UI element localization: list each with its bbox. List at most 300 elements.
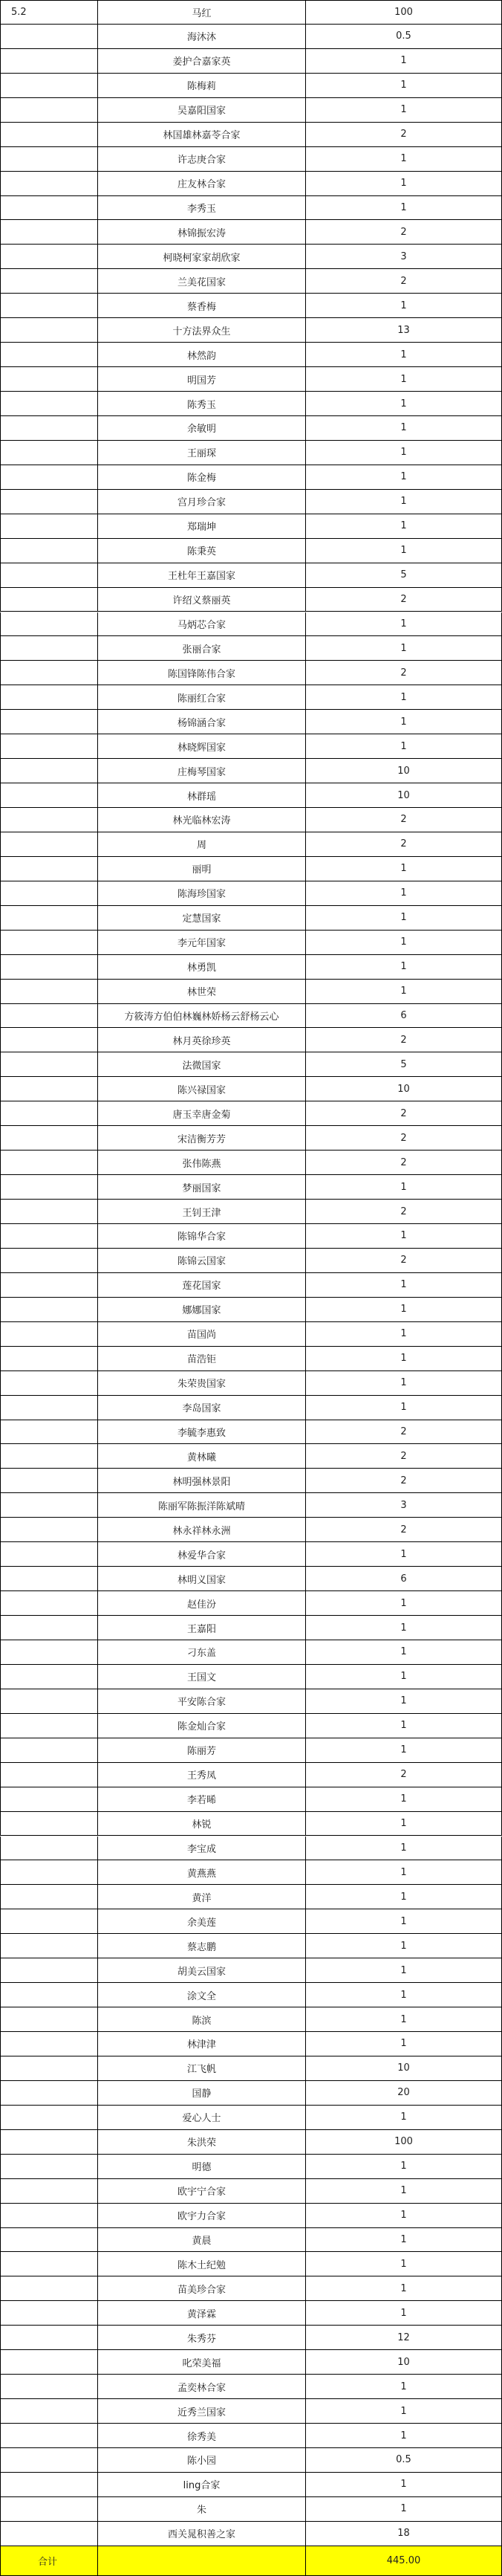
donor-name-cell[interactable]: 李秀玉: [98, 196, 306, 221]
donor-name-cell[interactable]: 吴嘉阳国家: [98, 98, 306, 123]
donor-name-cell[interactable]: 陈国锋陈伟合家: [98, 661, 306, 685]
date-cell[interactable]: [0, 1493, 98, 1518]
date-cell[interactable]: [0, 1200, 98, 1224]
donor-name-cell[interactable]: 陈兴禄国家: [98, 1077, 306, 1101]
date-cell[interactable]: [0, 220, 98, 245]
donor-name-cell[interactable]: 十方法界众生: [98, 318, 306, 343]
amount-cell[interactable]: 10: [306, 1077, 502, 1101]
date-cell[interactable]: [0, 1983, 98, 2007]
amount-cell[interactable]: 10: [306, 2350, 502, 2375]
date-cell[interactable]: [0, 514, 98, 539]
amount-cell[interactable]: 1: [306, 1640, 502, 1665]
amount-cell[interactable]: 2: [306, 1126, 502, 1151]
date-cell[interactable]: [0, 2350, 98, 2375]
date-cell[interactable]: [0, 74, 98, 98]
amount-cell[interactable]: 12: [306, 2326, 502, 2350]
date-cell[interactable]: [0, 1420, 98, 1445]
amount-cell[interactable]: 1: [306, 441, 502, 465]
amount-cell[interactable]: 1: [306, 1665, 502, 1689]
date-cell[interactable]: [0, 2326, 98, 2350]
amount-cell[interactable]: 5: [306, 563, 502, 588]
amount-cell[interactable]: 1: [306, 2252, 502, 2276]
amount-cell[interactable]: 1: [306, 196, 502, 221]
donor-name-cell[interactable]: 明德: [98, 2155, 306, 2179]
date-cell[interactable]: [0, 147, 98, 172]
donor-name-cell[interactable]: 陈锦华合家: [98, 1224, 306, 1249]
date-cell[interactable]: [0, 1004, 98, 1029]
amount-cell[interactable]: 1: [306, 2375, 502, 2399]
date-cell[interactable]: [0, 906, 98, 931]
donor-name-cell[interactable]: 陈梅莉: [98, 74, 306, 98]
date-cell[interactable]: [0, 1958, 98, 1983]
amount-cell[interactable]: 20: [306, 2081, 502, 2106]
amount-cell[interactable]: 13: [306, 318, 502, 343]
donor-name-cell[interactable]: 宋洁衡芳芳: [98, 1126, 306, 1151]
date-cell[interactable]: [0, 759, 98, 783]
date-cell[interactable]: [0, 1640, 98, 1665]
donor-name-cell[interactable]: 黄燕燕: [98, 1860, 306, 1885]
amount-cell[interactable]: 1: [306, 1860, 502, 1885]
amount-cell[interactable]: 1: [306, 392, 502, 416]
donor-name-cell[interactable]: 涂文全: [98, 1983, 306, 2007]
donor-name-cell[interactable]: 朱洪荣: [98, 2130, 306, 2155]
date-cell[interactable]: [0, 931, 98, 955]
donor-name-cell[interactable]: 马炳芯合家: [98, 612, 306, 637]
donor-name-cell[interactable]: 陈秀玉: [98, 392, 306, 416]
date-cell[interactable]: [0, 980, 98, 1004]
date-cell[interactable]: [0, 1052, 98, 1077]
amount-cell[interactable]: 1: [306, 931, 502, 955]
total-label-cell[interactable]: 合计: [0, 2546, 98, 2576]
amount-cell[interactable]: 1: [306, 465, 502, 490]
date-cell[interactable]: [0, 2204, 98, 2228]
amount-cell[interactable]: 1: [306, 1909, 502, 1934]
date-cell[interactable]: [0, 416, 98, 441]
date-cell[interactable]: [0, 1224, 98, 1249]
donor-name-cell[interactable]: 林群瑶: [98, 783, 306, 808]
amount-cell[interactable]: 1: [306, 1934, 502, 1958]
date-cell[interactable]: [0, 2473, 98, 2497]
donor-name-cell[interactable]: 庄友林合家: [98, 172, 306, 196]
donor-name-cell[interactable]: 朱: [98, 2497, 306, 2522]
amount-cell[interactable]: 1: [306, 1542, 502, 1567]
date-cell[interactable]: [0, 1591, 98, 1616]
amount-cell[interactable]: 1: [306, 955, 502, 980]
donor-name-cell[interactable]: 方筱涛方伯伯林巍林娇杨云舒杨云心: [98, 1004, 306, 1029]
amount-cell[interactable]: 2: [306, 1518, 502, 1542]
date-cell[interactable]: [0, 685, 98, 710]
amount-cell[interactable]: 6: [306, 1567, 502, 1591]
donor-name-cell[interactable]: 蔡香梅: [98, 294, 306, 318]
date-cell[interactable]: [0, 1371, 98, 1396]
amount-cell[interactable]: 1: [306, 1347, 502, 1371]
amount-cell[interactable]: 1: [306, 857, 502, 881]
donor-name-cell[interactable]: 李毓李惠致: [98, 1420, 306, 1445]
date-cell[interactable]: [0, 1444, 98, 1469]
date-cell[interactable]: [0, 734, 98, 759]
date-cell[interactable]: [0, 1347, 98, 1371]
amount-cell[interactable]: 1: [306, 98, 502, 123]
amount-cell[interactable]: 10: [306, 2056, 502, 2081]
donor-name-cell[interactable]: 林晓辉国家: [98, 734, 306, 759]
amount-cell[interactable]: 1: [306, 710, 502, 734]
donor-name-cell[interactable]: 许志庚合家: [98, 147, 306, 172]
date-cell[interactable]: [0, 1934, 98, 1958]
date-cell[interactable]: [0, 1787, 98, 1812]
date-cell[interactable]: [0, 269, 98, 294]
donor-name-cell[interactable]: 王国文: [98, 1665, 306, 1689]
donor-name-cell[interactable]: 欧宇力合家: [98, 2204, 306, 2228]
date-cell[interactable]: [0, 2375, 98, 2399]
amount-cell[interactable]: 2: [306, 808, 502, 832]
donor-name-cell[interactable]: 黄泽霖: [98, 2301, 306, 2326]
date-cell[interactable]: [0, 1298, 98, 1322]
date-cell[interactable]: [0, 25, 98, 49]
donor-name-cell[interactable]: 余敏明: [98, 416, 306, 441]
date-cell[interactable]: [0, 881, 98, 906]
amount-cell[interactable]: 1: [306, 1396, 502, 1420]
amount-cell[interactable]: 1: [306, 1175, 502, 1200]
donor-name-cell[interactable]: 余美莲: [98, 1909, 306, 1934]
amount-cell[interactable]: 1: [306, 1298, 502, 1322]
date-cell[interactable]: [0, 832, 98, 857]
donor-name-cell[interactable]: 姜护合嘉家英: [98, 49, 306, 74]
donor-name-cell[interactable]: 莲花国家: [98, 1273, 306, 1298]
donor-name-cell[interactable]: 柯晓柯家家胡欣家: [98, 245, 306, 269]
date-cell[interactable]: [0, 563, 98, 588]
date-cell[interactable]: [0, 1126, 98, 1151]
amount-cell[interactable]: 2: [306, 1101, 502, 1126]
amount-cell[interactable]: 2: [306, 1763, 502, 1787]
date-cell[interactable]: [0, 490, 98, 514]
donor-name-cell[interactable]: 林锦振宏涛: [98, 220, 306, 245]
amount-cell[interactable]: 2: [306, 1444, 502, 1469]
date-cell[interactable]: [0, 857, 98, 881]
amount-cell[interactable]: 1: [306, 1885, 502, 1909]
donor-name-cell[interactable]: 陈丽芳: [98, 1738, 306, 1763]
donor-name-cell[interactable]: 徐秀美: [98, 2424, 306, 2448]
date-cell[interactable]: [0, 808, 98, 832]
amount-cell[interactable]: 1: [306, 367, 502, 392]
donor-name-cell[interactable]: 苗美珍合家: [98, 2276, 306, 2301]
amount-cell[interactable]: 1: [306, 2399, 502, 2424]
donor-name-cell[interactable]: 周: [98, 832, 306, 857]
amount-cell[interactable]: 1: [306, 1714, 502, 1738]
amount-cell[interactable]: 1: [306, 2497, 502, 2522]
date-cell[interactable]: [0, 1689, 98, 1714]
date-cell[interactable]: [0, 661, 98, 685]
date-cell[interactable]: [0, 1469, 98, 1493]
date-cell[interactable]: [0, 98, 98, 123]
date-cell[interactable]: [0, 2106, 98, 2130]
amount-cell[interactable]: 1: [306, 490, 502, 514]
donor-name-cell[interactable]: 胡美云国家: [98, 1958, 306, 1983]
donor-name-cell[interactable]: 陈小园: [98, 2448, 306, 2473]
amount-cell[interactable]: 1: [306, 2424, 502, 2448]
donor-name-cell[interactable]: 朱荣贵国家: [98, 1371, 306, 1396]
amount-cell[interactable]: 2: [306, 220, 502, 245]
amount-cell[interactable]: 1: [306, 1738, 502, 1763]
date-cell[interactable]: [0, 343, 98, 367]
date-cell[interactable]: 5.2: [0, 0, 98, 25]
amount-cell[interactable]: 100: [306, 2130, 502, 2155]
date-cell[interactable]: [0, 49, 98, 74]
date-cell[interactable]: [0, 1763, 98, 1787]
amount-cell[interactable]: 1: [306, 1616, 502, 1640]
amount-cell[interactable]: 1: [306, 1371, 502, 1396]
donor-name-cell[interactable]: 庄梅琴国家: [98, 759, 306, 783]
donor-name-cell[interactable]: 黄林曦: [98, 1444, 306, 1469]
donor-name-cell[interactable]: 孟奕林合家: [98, 2375, 306, 2399]
donor-name-cell[interactable]: 法微国家: [98, 1052, 306, 1077]
donor-name-cell[interactable]: 李宝成: [98, 1836, 306, 1861]
donor-name-cell[interactable]: 林明义国家: [98, 1567, 306, 1591]
total-empty-cell[interactable]: [98, 2546, 306, 2576]
amount-cell[interactable]: 1: [306, 980, 502, 1004]
date-cell[interactable]: [0, 636, 98, 661]
donor-name-cell[interactable]: 陈金梅: [98, 465, 306, 490]
date-cell[interactable]: [0, 1860, 98, 1885]
date-cell[interactable]: [0, 1249, 98, 1273]
amount-cell[interactable]: 2: [306, 1200, 502, 1224]
amount-cell[interactable]: 10: [306, 783, 502, 808]
amount-cell[interactable]: 1: [306, 2106, 502, 2130]
amount-cell[interactable]: 1: [306, 2473, 502, 2497]
date-cell[interactable]: [0, 2252, 98, 2276]
date-cell[interactable]: [0, 1665, 98, 1689]
donor-name-cell[interactable]: 王秀凤: [98, 1763, 306, 1787]
donor-name-cell[interactable]: 林光临林宏涛: [98, 808, 306, 832]
donor-name-cell[interactable]: 张伟陈燕: [98, 1151, 306, 1175]
donor-name-cell[interactable]: 陈秉英: [98, 539, 306, 563]
donor-name-cell[interactable]: 朱秀芬: [98, 2326, 306, 2350]
donor-name-cell[interactable]: 近秀兰国家: [98, 2399, 306, 2424]
donor-name-cell[interactable]: ling合家: [98, 2473, 306, 2497]
date-cell[interactable]: [0, 1885, 98, 1909]
date-cell[interactable]: [0, 955, 98, 980]
date-cell[interactable]: [0, 710, 98, 734]
amount-cell[interactable]: 1: [306, 294, 502, 318]
amount-cell[interactable]: 1: [306, 147, 502, 172]
amount-cell[interactable]: 1: [306, 1322, 502, 1347]
amount-cell[interactable]: 2: [306, 588, 502, 612]
date-cell[interactable]: [0, 465, 98, 490]
date-cell[interactable]: [0, 588, 98, 612]
donor-name-cell[interactable]: 苗浩钜: [98, 1347, 306, 1371]
amount-cell[interactable]: 1: [306, 2032, 502, 2056]
date-cell[interactable]: [0, 1738, 98, 1763]
donor-name-cell[interactable]: 林锐: [98, 1812, 306, 1836]
date-cell[interactable]: [0, 2007, 98, 2032]
amount-cell[interactable]: 1: [306, 514, 502, 539]
donor-name-cell[interactable]: 黄洋: [98, 1885, 306, 1909]
amount-cell[interactable]: 1: [306, 1836, 502, 1861]
amount-cell[interactable]: 0.5: [306, 25, 502, 49]
amount-cell[interactable]: 18: [306, 2522, 502, 2546]
amount-cell[interactable]: 0.5: [306, 2448, 502, 2473]
amount-cell[interactable]: 2: [306, 269, 502, 294]
amount-cell[interactable]: 1: [306, 881, 502, 906]
date-cell[interactable]: [0, 2155, 98, 2179]
date-cell[interactable]: [0, 1077, 98, 1101]
donor-name-cell[interactable]: 兰美花国家: [98, 269, 306, 294]
amount-cell[interactable]: 1: [306, 1812, 502, 1836]
donor-name-cell[interactable]: 江飞帆: [98, 2056, 306, 2081]
date-cell[interactable]: [0, 2448, 98, 2473]
amount-cell[interactable]: 1: [306, 2007, 502, 2032]
donor-name-cell[interactable]: 平安陈合家: [98, 1689, 306, 1714]
amount-cell[interactable]: 1: [306, 685, 502, 710]
amount-cell[interactable]: 1: [306, 1689, 502, 1714]
amount-cell[interactable]: 1: [306, 1983, 502, 2007]
donor-name-cell[interactable]: 林永祥林永洲: [98, 1518, 306, 1542]
date-cell[interactable]: [0, 1812, 98, 1836]
amount-cell[interactable]: 1: [306, 2155, 502, 2179]
donor-name-cell[interactable]: 李元年国家: [98, 931, 306, 955]
donor-name-cell[interactable]: 林月英徐珍英: [98, 1028, 306, 1052]
date-cell[interactable]: [0, 2424, 98, 2448]
date-cell[interactable]: [0, 318, 98, 343]
amount-cell[interactable]: 1: [306, 1787, 502, 1812]
date-cell[interactable]: [0, 2399, 98, 2424]
donor-name-cell[interactable]: 林津津: [98, 2032, 306, 2056]
amount-cell[interactable]: 10: [306, 759, 502, 783]
donor-name-cell[interactable]: 西关晁积善之家: [98, 2522, 306, 2546]
donor-name-cell[interactable]: 明国芳: [98, 367, 306, 392]
donor-name-cell[interactable]: 黄晨: [98, 2228, 306, 2253]
date-cell[interactable]: [0, 1273, 98, 1298]
date-cell[interactable]: [0, 2497, 98, 2522]
date-cell[interactable]: [0, 2522, 98, 2546]
date-cell[interactable]: [0, 294, 98, 318]
date-cell[interactable]: [0, 539, 98, 563]
donor-name-cell[interactable]: 国静: [98, 2081, 306, 2106]
donor-name-cell[interactable]: 王杜年王嘉国家: [98, 563, 306, 588]
amount-cell[interactable]: 5: [306, 1052, 502, 1077]
date-cell[interactable]: [0, 1396, 98, 1420]
date-cell[interactable]: [0, 2228, 98, 2253]
amount-cell[interactable]: 1: [306, 906, 502, 931]
donor-name-cell[interactable]: 王钊王津: [98, 1200, 306, 1224]
donor-name-cell[interactable]: 陈金灿合家: [98, 1714, 306, 1738]
date-cell[interactable]: [0, 2032, 98, 2056]
donor-name-cell[interactable]: 陈滨: [98, 2007, 306, 2032]
donor-name-cell[interactable]: 唐玉幸唐金菊: [98, 1101, 306, 1126]
amount-cell[interactable]: 1: [306, 1273, 502, 1298]
donor-name-cell[interactable]: 林国雄林嘉苓合家: [98, 123, 306, 147]
donor-name-cell[interactable]: 李若晞: [98, 1787, 306, 1812]
date-cell[interactable]: [0, 1322, 98, 1347]
amount-cell[interactable]: 3: [306, 1493, 502, 1518]
amount-cell[interactable]: 1: [306, 1958, 502, 1983]
donor-name-cell[interactable]: 陈锦云国家: [98, 1249, 306, 1273]
amount-cell[interactable]: 2: [306, 1420, 502, 1445]
amount-cell[interactable]: 2: [306, 832, 502, 857]
donor-name-cell[interactable]: 陈木土纪勉: [98, 2252, 306, 2276]
amount-cell[interactable]: 1: [306, 2276, 502, 2301]
date-cell[interactable]: [0, 392, 98, 416]
donor-name-cell[interactable]: 陈丽军陈振洋陈斌晴: [98, 1493, 306, 1518]
amount-cell[interactable]: 2: [306, 1151, 502, 1175]
date-cell[interactable]: [0, 612, 98, 637]
date-cell[interactable]: [0, 2179, 98, 2204]
date-cell[interactable]: [0, 1028, 98, 1052]
donor-name-cell[interactable]: 叱荣美福: [98, 2350, 306, 2375]
amount-cell[interactable]: 2: [306, 1249, 502, 1273]
donor-name-cell[interactable]: 林然韵: [98, 343, 306, 367]
amount-cell[interactable]: 1: [306, 49, 502, 74]
amount-cell[interactable]: 2: [306, 661, 502, 685]
donor-name-cell[interactable]: 陈海珍国家: [98, 881, 306, 906]
date-cell[interactable]: [0, 245, 98, 269]
amount-cell[interactable]: 1: [306, 734, 502, 759]
donor-name-cell[interactable]: 定慧国家: [98, 906, 306, 931]
amount-cell[interactable]: 1: [306, 1591, 502, 1616]
donor-name-cell[interactable]: 杨锦涵合家: [98, 710, 306, 734]
amount-cell[interactable]: 1: [306, 416, 502, 441]
date-cell[interactable]: [0, 367, 98, 392]
donor-name-cell[interactable]: 刁东盖: [98, 1640, 306, 1665]
date-cell[interactable]: [0, 1616, 98, 1640]
donor-name-cell[interactable]: 宫月珍合家: [98, 490, 306, 514]
donor-name-cell[interactable]: 海沐沐: [98, 25, 306, 49]
donor-name-cell[interactable]: 马红: [98, 0, 306, 25]
amount-cell[interactable]: 1: [306, 343, 502, 367]
amount-cell[interactable]: 100: [306, 0, 502, 25]
amount-cell[interactable]: 1: [306, 2179, 502, 2204]
donor-name-cell[interactable]: 苗国尚: [98, 1322, 306, 1347]
date-cell[interactable]: [0, 2081, 98, 2106]
donor-name-cell[interactable]: 王丽琛: [98, 441, 306, 465]
date-cell[interactable]: [0, 1836, 98, 1861]
donor-name-cell[interactable]: 欧宇宁合家: [98, 2179, 306, 2204]
donor-name-cell[interactable]: 许绍义蔡丽英: [98, 588, 306, 612]
donor-name-cell[interactable]: 娜娜国家: [98, 1298, 306, 1322]
donor-name-cell[interactable]: 爱心人士: [98, 2106, 306, 2130]
donor-name-cell[interactable]: 张丽合家: [98, 636, 306, 661]
date-cell[interactable]: [0, 1175, 98, 1200]
donor-name-cell[interactable]: 李岛国家: [98, 1396, 306, 1420]
amount-cell[interactable]: 3: [306, 245, 502, 269]
amount-cell[interactable]: 6: [306, 1004, 502, 1029]
amount-cell[interactable]: 2: [306, 123, 502, 147]
amount-cell[interactable]: 1: [306, 172, 502, 196]
date-cell[interactable]: [0, 1518, 98, 1542]
date-cell[interactable]: [0, 441, 98, 465]
amount-cell[interactable]: 1: [306, 74, 502, 98]
total-value-cell[interactable]: 445.00: [306, 2546, 502, 2576]
amount-cell[interactable]: 1: [306, 612, 502, 637]
amount-cell[interactable]: 1: [306, 2228, 502, 2253]
amount-cell[interactable]: 1: [306, 636, 502, 661]
donor-name-cell[interactable]: 王嘉阳: [98, 1616, 306, 1640]
date-cell[interactable]: [0, 783, 98, 808]
date-cell[interactable]: [0, 196, 98, 221]
amount-cell[interactable]: 2: [306, 1469, 502, 1493]
donor-name-cell[interactable]: 郑瑞坤: [98, 514, 306, 539]
amount-cell[interactable]: 1: [306, 2301, 502, 2326]
date-cell[interactable]: [0, 1567, 98, 1591]
donor-name-cell[interactable]: 丽明: [98, 857, 306, 881]
amount-cell[interactable]: 1: [306, 1224, 502, 1249]
donor-name-cell[interactable]: 林世荣: [98, 980, 306, 1004]
donor-name-cell[interactable]: 梦丽国家: [98, 1175, 306, 1200]
amount-cell[interactable]: 1: [306, 539, 502, 563]
donor-name-cell[interactable]: 蔡志鹏: [98, 1934, 306, 1958]
date-cell[interactable]: [0, 2301, 98, 2326]
date-cell[interactable]: [0, 1714, 98, 1738]
date-cell[interactable]: [0, 2276, 98, 2301]
